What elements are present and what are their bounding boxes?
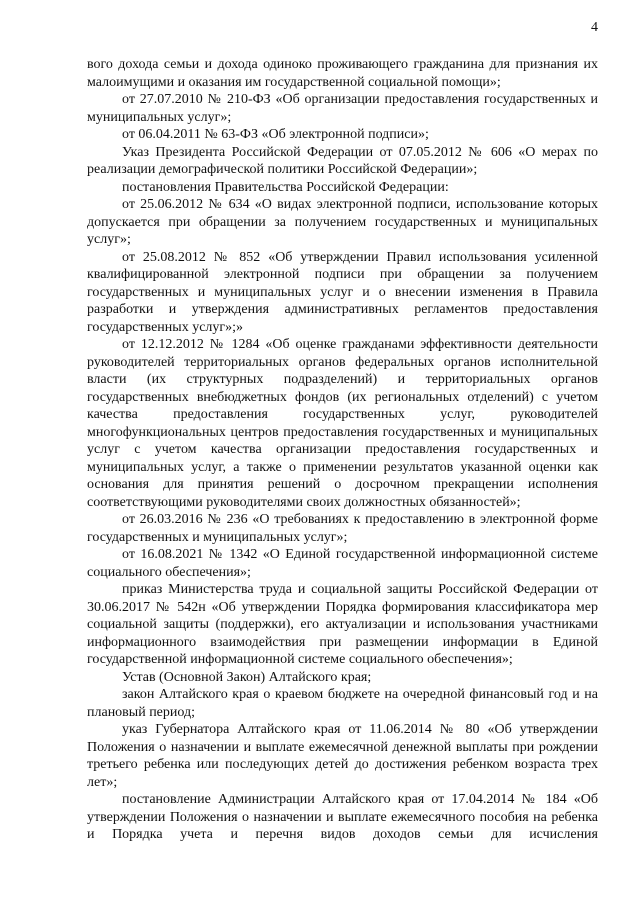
paragraph-government-resolutions-heading: постановления Правительства Российской Федерации: [122,179,449,195]
paragraph-resolution-634: от 25.06.2012 № 634 «О видах электронной подписи, использование которых допускается при обращении за получением государственных и муниципальных услуг»; [87,197,598,247]
paragraph-resolution-1284: от 12.12.2012 № 1284 «Об оценке гражданами эффективности деятельности руководителей территориальных органов федеральных органов исполнительной власти (их структурных подразделений) и территориальных органов государственных внебюджетных фондов (их региональных отделений) с учетом качества предоставления государственных услуг, руководителей многофункциональных центров предоставления государственных и муниципальных услуг с учетом качества организации предоставления государственных и муниципальных услуг, а также о применении результатов указанной оценки как основания для принятия решений о досрочном прекращении исполнения соответствующими руководителями своих должностных обязанностей»; [87,337,598,510]
paragraph-charter-altai: Устав (Основной Закон) Алтайского края; [122,669,372,685]
paragraph-administration-resolution-184: постановление Администрации Алтайского края от 17.04.2014 № 184 «Об утверждении Положения о назначении и выплате ежемесячного пособия на ребенка и Порядка учета и перечня видов доходов семьи для исчисления [87,792,598,842]
paragraph-continuation: вого дохода семьи и дохода одиноко проживающего гражданина для признания их малоимущими и оказания им государственной социальной помощи»; [87,57,598,90]
paragraph-budget-law: закон Алтайского края о краевом бюджете на очередной финансовый год и на плановый период; [87,687,598,720]
paragraph-resolution-236: от 26.03.2016 № 236 «О требованиях к предоставлению в электронной форме государственных и муниципальных услуг»; [87,512,598,545]
paragraph-law-210fz: от 27.07.2010 № 210-ФЗ «Об организации предоставления государственных и муниципальных услуг»; [87,92,598,125]
paragraph-resolution-852: от 25.08.2012 № 852 «Об утверждении Правил использования усиленной квалифицированной электронной подписи при обращении за получением государственных и муниципальных услуг и о внесении изменения в Правила разработки и утверждения административных регламентов предоставления государственных услуг»;» [87,249,598,335]
paragraph-order-542n: приказ Министерства труда и социальной защиты Российской Федерации от 30.06.2017 № 542н «Об утверждении Порядка формирования классификатора мер социальной защиты (поддержки), его актуализации и использования участниками информационного взаимодействия при размещении информации в Единой государственной информационной системе социального обеспечения»; [87,582,598,667]
paragraph-resolution-1342: от 16.08.2021 № 1342 «О Единой государственной информационной системе социального обеспечения»; [87,547,598,580]
document-body [87,56,598,844]
paragraph-governor-decree-80: указ Губернатора Алтайского края от 11.06.2014 № 80 «Об утверждении Положения о назначении и выплате ежемесячной денежной выплаты при рождении третьего ребенка или последующих детей до достижения ребенком возраста трех лет»; [87,722,598,790]
paragraph-law-63fz: от 06.04.2011 № 63-ФЗ «Об электронной подписи»; [122,127,429,142]
paragraph-presidential-decree-606: Указ Президента Российской Федерации от 07.05.2012 № 606 «О мерах по реализации демографической политики Российской Федерации»; [87,144,598,177]
page-number: 4 [591,20,598,35]
